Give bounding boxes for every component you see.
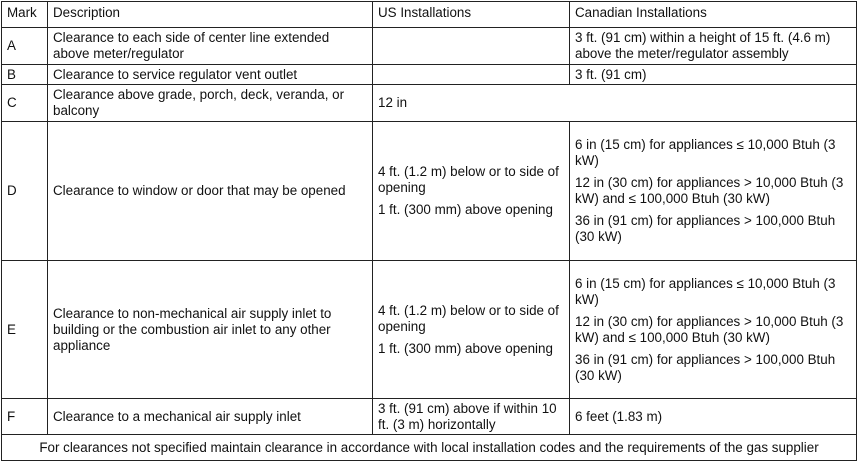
us-text: 1 ft. (300 mm) above opening xyxy=(378,202,553,217)
table-row-b xyxy=(2,65,857,85)
us-text: 1 ft. (300 mm) above opening xyxy=(378,340,553,356)
mark-cell: D xyxy=(2,122,48,261)
mark-cell: F xyxy=(2,399,48,435)
table-row-c xyxy=(2,85,857,122)
us-text: 3 ft. (91 cm) above if within 10 ft. (3 m) horizontally xyxy=(378,400,557,432)
canadian-text: 12 in (30 cm) for appliances > 10,000 Btuh (3 kW) and ≤ 100,000 Btuh (30 kW) xyxy=(575,313,844,345)
description-cell: Clearance to service regulator vent outlet xyxy=(48,65,373,85)
canadian-cell xyxy=(570,261,857,399)
header-row xyxy=(2,2,857,28)
table-row-f xyxy=(2,399,857,435)
canadian-cell xyxy=(570,399,857,435)
header-canadian-installations: Canadian Installations xyxy=(570,2,857,28)
mark-cell: C xyxy=(2,85,48,122)
canadian-text: 3 ft. (91 cm) within a height of 15 ft. (4.6 m) above the meter/regulator assembly xyxy=(575,30,831,61)
canadian-cell xyxy=(570,65,857,85)
mark-cell: E xyxy=(2,261,48,399)
description-cell: Clearance to a mechanical air supply inlet xyxy=(48,399,373,435)
us-text: 4 ft. (1.2 m) below or to side of opening xyxy=(378,164,559,195)
canadian-text: 12 in (30 cm) for appliances > 10,000 Btuh (3 kW) and ≤ 100,000 Btuh (30 kW) xyxy=(575,175,844,206)
footer-note: For clearances not specified maintain clearance in accordance with local installation codes and the requirements of the gas supplier xyxy=(2,435,857,461)
header-us-installations: US Installations xyxy=(373,2,570,28)
us-cell xyxy=(373,399,570,435)
us-cell xyxy=(373,122,570,261)
clearance-table xyxy=(1,1,857,461)
us-text: 4 ft. (1.2 m) below or to side of opening xyxy=(378,302,559,334)
header-description: Description xyxy=(48,2,373,28)
footer-row xyxy=(2,435,857,461)
canadian-text: 36 in (91 cm) for appliances > 100,000 Btuh (30 kW) xyxy=(575,351,836,383)
canadian-cell xyxy=(570,28,857,65)
combined-installations-cell: 12 in xyxy=(373,85,857,122)
canadian-text: 6 feet (1.83 m) xyxy=(575,408,663,424)
canadian-text: 6 in (15 cm) for appliances ≤ 10,000 Btuh (3 kW) xyxy=(575,275,836,307)
description-cell: Clearance to each side of center line extended above meter/regulator xyxy=(48,28,373,65)
description-cell: Clearance to window or door that may be opened xyxy=(48,122,373,261)
mark-cell: B xyxy=(2,65,48,85)
us-cell xyxy=(373,65,570,85)
description-cell: Clearance above grade, porch, deck, veranda, or balcony xyxy=(48,85,373,122)
canadian-cell xyxy=(570,122,857,261)
description-cell: Clearance to non-mechanical air supply inlet to building or the combustion air inlet to any other appliance xyxy=(48,261,373,399)
mark-cell: A xyxy=(2,28,48,65)
canadian-text: 36 in (91 cm) for appliances > 100,000 Btuh (30 kW) xyxy=(575,213,836,244)
header-mark: Mark xyxy=(2,2,48,28)
canadian-text: 3 ft. (91 cm) xyxy=(575,66,647,82)
table-row-d xyxy=(2,122,857,261)
us-cell xyxy=(373,28,570,65)
canadian-text: 6 in (15 cm) for appliances ≤ 10,000 Btuh (3 kW) xyxy=(575,137,836,168)
table-row-e xyxy=(2,261,857,399)
us-cell xyxy=(373,261,570,399)
table-row-a xyxy=(2,28,857,65)
